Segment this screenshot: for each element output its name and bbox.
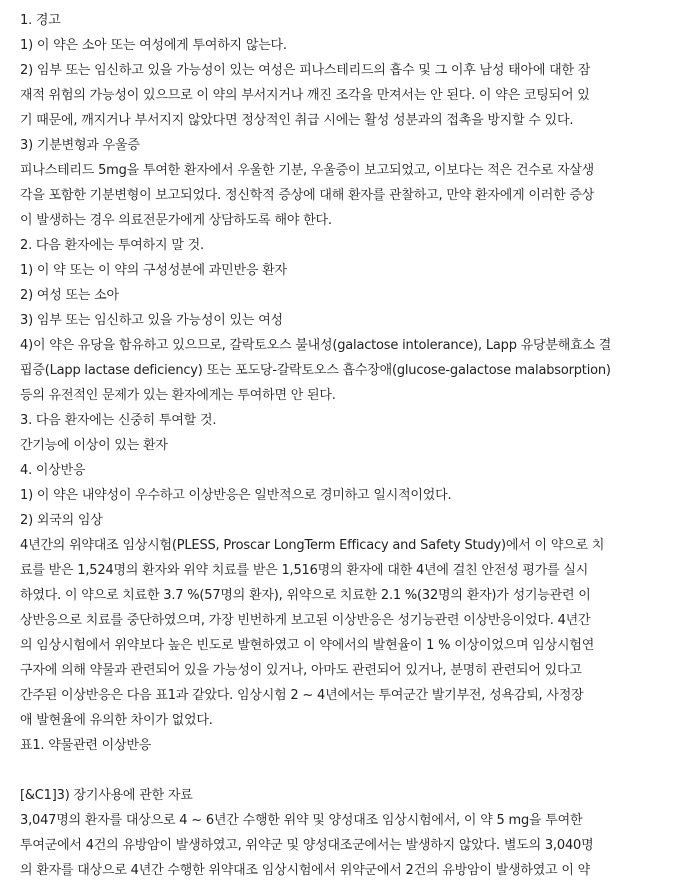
- adverse-paragraph-line-1: 4년간의 위약대조 임상시험(PLESS, Proscar LongTerm Efficacy and Safety Study)에서 이 약으로 치: [20, 538, 605, 553]
- caution-item: 간기능에 이상이 있는 환자: [20, 438, 168, 453]
- adverse-item-1: 1) 이 약은 내약성이 우수하고 이상반응은 일반적으로 경미하고 일시적이었다.: [20, 488, 452, 503]
- warning-item-3-line-2: 각을 포함한 기분변형이 보고되었다. 정신학적 증상에 대해 환자를 관찰하고, 만약 환자에게 이러한 증상: [20, 188, 595, 203]
- heading-contraindications: 2. 다음 환자에는 투여하지 말 것.: [20, 238, 204, 253]
- blank-spacer: [20, 758, 681, 783]
- long-term-paragraph-line-3: 의 환자를 대상으로 4년간 수행한 위약대조 임상시험에서 위약군에서 2건의 유방암이 발생하였고 이 약: [20, 863, 591, 878]
- adverse-paragraph-line-4: 상반응으로 치료를 중단하였으며, 가장 빈번하게 보고된 이상반응은 성기능관련 이상반응이었다. 4년간: [20, 613, 591, 628]
- warning-item-3-heading: 3) 기분변형과 우울증: [20, 138, 140, 153]
- long-term-use-heading: [&C1]3) 장기사용에 관한 자료: [20, 788, 193, 803]
- contraindication-item-4-line-2: 핍증(Lapp lactase deficiency) 또는 포도당-갈락토오스 흡수장애(glucose-galactose malabsorption): [20, 363, 611, 378]
- contraindication-item-1: 1) 이 약 또는 이 약의 구성성분에 과민반응 환자: [20, 263, 287, 278]
- heading-warning: 1. 경고: [20, 13, 61, 28]
- warning-item-2-line-1: 2) 임부 또는 임신하고 있을 가능성이 있는 여성은 피나스테리드의 흡수 및 그 이후 남성 태아에 대한 잠: [20, 63, 591, 78]
- heading-adverse-reactions: 4. 이상반응: [20, 463, 86, 478]
- contraindication-item-3: 3) 임부 또는 임신하고 있을 가능성이 있는 여성: [20, 313, 283, 328]
- long-term-paragraph-line-1: 3,047명의 환자를 대상으로 4 ~ 6년간 수행한 위약 및 양성대조 임상시험에서, 이 약 5 mg을 투여한: [20, 813, 583, 828]
- warning-item-3-line-3: 이 발생하는 경우 의료전문가에게 상담하도록 해야 한다.: [20, 213, 332, 228]
- adverse-item-2-heading: 2) 외국의 임상: [20, 513, 103, 528]
- contraindication-item-4-line-1: 4)이 약은 유당을 함유하고 있으므로, 갈락토오스 불내성(galactose intolerance), Lapp 유당분해효소 결: [20, 338, 612, 353]
- adverse-paragraph-line-3: 하였다. 이 약으로 치료한 3.7 %(57명의 환자), 위약으로 치료한 2.1 %(32명의 환자)가 성기능관련 이: [20, 588, 591, 603]
- long-term-paragraph-line-2: 투여군에서 4건의 유방암이 발생하였고, 위약군 및 양성대조군에서는 발생하지 않았다. 별도의 3,040명: [20, 838, 594, 853]
- warning-item-3-line-1: 피나스테리드 5mg을 투여한 환자에서 우울한 기분, 우울증이 보고되었고, 이보다는 적은 건수로 자살생: [20, 163, 595, 178]
- adverse-paragraph-line-7: 간주된 이상반응은 다음 표1과 같았다. 임상시험 2 ~ 4년에서는 투여군간 발기부전, 성욕감퇴, 사정장: [20, 688, 584, 703]
- warning-item-2-line-3: 기 때문에, 깨지거나 부서지지 않았다면 정상적인 취급 시에는 활성 성분과의 접촉을 방지할 수 있다.: [20, 113, 574, 128]
- contraindication-item-2: 2) 여성 또는 소아: [20, 288, 119, 303]
- table-caption: 표1. 약물관련 이상반응: [20, 738, 152, 753]
- adverse-paragraph-line-2: 료를 받은 1,524명의 환자와 위약 치료를 받은 1,516명의 환자에 대한 4년에 걸친 안전성 평가를 실시: [20, 563, 589, 578]
- adverse-paragraph-line-5: 의 임상시험에서 위약보다 높은 빈도로 발현하였고 이 약에서의 발현율이 1 % 이상이었으며 임상시험연: [20, 638, 595, 653]
- warning-item-2-line-2: 재적 위험의 가능성이 있으므로 이 약의 부서지거나 깨진 조각을 만져서는 안 된다. 이 약은 코팅되어 있: [20, 88, 590, 103]
- contraindication-item-4-line-3: 등의 유전적인 문제가 있는 환자에게는 투여하면 안 된다.: [20, 388, 336, 403]
- warning-item-1: 1) 이 약은 소아 또는 여성에게 투여하지 않는다.: [20, 38, 287, 53]
- adverse-paragraph-line-6: 구자에 의해 약물과 관련되어 있을 가능성이 있거나, 아마도 관련되어 있거나, 분명히 관련되어 있다고: [20, 663, 582, 678]
- adverse-paragraph-line-8: 애 발현율에 유의한 차이가 없었다.: [20, 713, 213, 728]
- heading-caution: 3. 다음 환자에는 신중히 투여할 것.: [20, 413, 217, 428]
